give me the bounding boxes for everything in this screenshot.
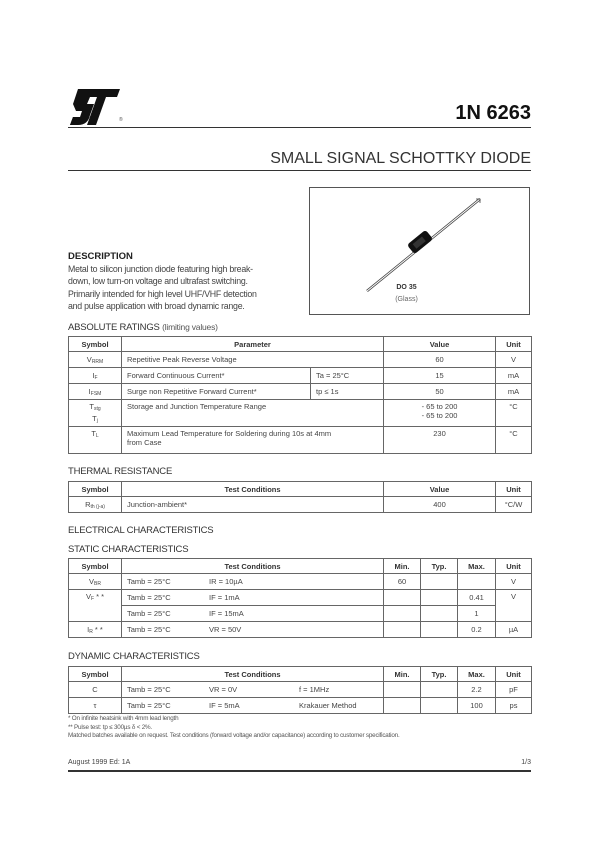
unit-cell: pF [496,682,532,698]
symbol-cell: $I_F$ [69,368,122,384]
condition-cell: Ta = 25°C [311,368,384,384]
header-max: Max. [458,559,496,574]
max-cell [458,574,496,590]
package-material: (Glass) [395,296,418,303]
header-unit: Unit [496,337,532,352]
static-table [68,558,532,638]
registered-mark: ® [119,117,123,123]
min-cell [384,622,421,638]
table-row [69,698,532,714]
package-name: DO 35 [396,284,417,291]
page-title: SMALL SIGNAL SCHOTTKY DIODE [270,150,531,167]
static-heading: STATIC CHARACTERISTICS [68,544,189,555]
footnote: ** Pulse test: tp ≤ 300µs δ < 2%. [68,723,152,731]
condition-cell: Tamb = 25°C IF = 1mA [122,590,384,606]
condition-cell: Tamb = 25°C VR = 0V f = 1MHz [122,682,384,698]
min-cell [384,682,421,698]
unit-cell: mA [496,384,532,400]
table-row [69,590,532,606]
section-title: ABSOLUTE RATINGS [68,322,160,333]
table-row [69,384,532,400]
description-text [68,263,300,312]
header-symbol: Symbol [69,667,122,682]
package-drawing [309,187,530,315]
value-cell: 60 [384,352,496,368]
value-cell: - 65 to 200 - 65 to 200 [384,400,496,427]
value-cell: 15 [384,368,496,384]
unit-cell: ps [496,698,532,714]
description-line: and pulse application with broad dynamic range. [68,300,245,311]
table-row [69,606,532,622]
dynamic-table [68,666,532,714]
header-divider [68,127,531,128]
unit-cell: V [496,574,532,590]
parameter-cell: Repetitive Peak Reverse Voltage [122,352,384,368]
symbol-cell: $R_{th (j-a)}$ [69,497,122,513]
description-line: Primarily intended for high level UHF/VHF detection [68,288,257,299]
typ-cell [421,606,458,622]
footer-divider [68,770,531,772]
table-row [69,497,532,513]
header-min: Min. [384,559,421,574]
condition-cell: tp ≤ 1s [311,384,384,400]
symbol-cell: $I_{FSM}$ [69,384,122,400]
description-line: Metal to silicon junction diode featuring high break- [68,264,253,274]
typ-cell [421,622,458,638]
header-value: Value [384,337,496,352]
header-parameter: Parameter [122,337,384,352]
description-line: down, low turn-on voltage and ultrafast switching. [68,276,248,287]
description-heading: DESCRIPTION [68,251,133,262]
symbol-cell: $V_{RRM}$ [69,352,122,368]
table-row [69,574,532,590]
parameter-cell: Maximum Lead Temperature for Soldering during 10s at 4mm from Case [122,427,384,454]
symbol-cell: $T_L$ [69,427,122,454]
table-row [69,352,532,368]
min-cell: 60 [384,574,421,590]
typ-cell [421,574,458,590]
max-cell: 100 [458,698,496,714]
parameter-cell: Storage and Junction Temperature Range [122,400,384,427]
thermal-heading: THERMAL RESISTANCE [68,466,173,477]
max-cell: 1 [458,606,496,622]
unit-cell: mA [496,368,532,384]
table-header-row [69,482,532,497]
condition-cell: Tamb = 25°C IR = 10µA [122,574,384,590]
symbol-cell: $I_R$ * * [69,622,122,638]
max-cell: 2.2 [458,682,496,698]
symbol-cell: C [69,682,122,698]
value-cell: 400 [384,497,496,513]
value-cell: 230 [384,427,496,454]
thermal-table [68,481,532,513]
symbol-cell: $V_{BR}$ [69,574,122,590]
parameter-cell: Forward Continuous Current* [122,368,311,384]
condition-cell: Tamb = 25°C IF = 5mA Krakauer Method [122,698,384,714]
unit-cell: °C [496,427,532,454]
condition-cell: Tamb = 25°C VR = 50V [122,622,384,638]
header-unit: Unit [496,559,532,574]
header-unit: Unit [496,482,532,497]
max-cell: 0.2 [458,622,496,638]
unit-cell: °C [496,400,532,427]
condition-cell: Tamb = 25°C IF = 15mA [122,606,384,622]
unit-cell: °C/W [496,497,532,513]
part-number: 1N 6263 [455,102,531,124]
min-cell [384,590,421,606]
absolute-ratings-heading [68,322,218,333]
table-header-row [69,559,532,574]
header-symbol: Symbol [69,337,122,352]
typ-cell [421,698,458,714]
min-cell [384,698,421,714]
condition-cell: Junction-ambient* [122,497,384,513]
symbol-cell: τ [69,698,122,714]
symbol-cell: $V_F$ * * [69,590,122,622]
max-cell: 0.41 [458,590,496,606]
header-max: Max. [458,667,496,682]
header-symbol: Symbol [69,559,122,574]
typ-cell [421,590,458,606]
min-cell [384,606,421,622]
header-typ: Typ. [421,559,458,574]
unit-cell: V [496,590,532,622]
unit-cell: µA [496,622,532,638]
footnote: * On infinite heatsink with 4mm lead length [68,715,179,722]
section-subtitle: (limiting values) [162,322,218,332]
dynamic-heading: DYNAMIC CHARACTERISTICS [68,651,200,662]
header-symbol: Symbol [69,482,122,497]
table-row [69,400,532,427]
header-min: Min. [384,667,421,682]
parameter-cell: Surge non Repetitive Forward Current* [122,384,311,400]
edition-text: August 1999 Ed: 1A [68,759,131,766]
table-row [69,622,532,638]
header-test-conditions: Test Conditions [122,559,384,574]
st-logo-icon [70,87,122,127]
header-test-conditions: Test Conditions [122,667,384,682]
title-divider [68,170,531,171]
typ-cell [421,682,458,698]
header-typ: Typ. [421,667,458,682]
header-unit: Unit [496,667,532,682]
header-test-conditions: Test Conditions [122,482,384,497]
electrical-heading: ELECTRICAL CHARACTERISTICS [68,525,214,536]
table-row [69,427,532,454]
table-row [69,368,532,384]
page-number: 1/3 [521,759,531,766]
table-row [69,682,532,698]
table-header-row [69,667,532,682]
table-header-row [69,337,532,352]
footnote: Matched batches available on request. Test conditions (forward voltage and/or capacitance) according to customer specification. [68,732,400,739]
header-value: Value [384,482,496,497]
value-cell: 50 [384,384,496,400]
footnotes [68,715,400,741]
absolute-ratings-table [68,336,532,454]
unit-cell: V [496,352,532,368]
symbol-cell: $T_{stg}$ $T_j$ [69,400,122,427]
